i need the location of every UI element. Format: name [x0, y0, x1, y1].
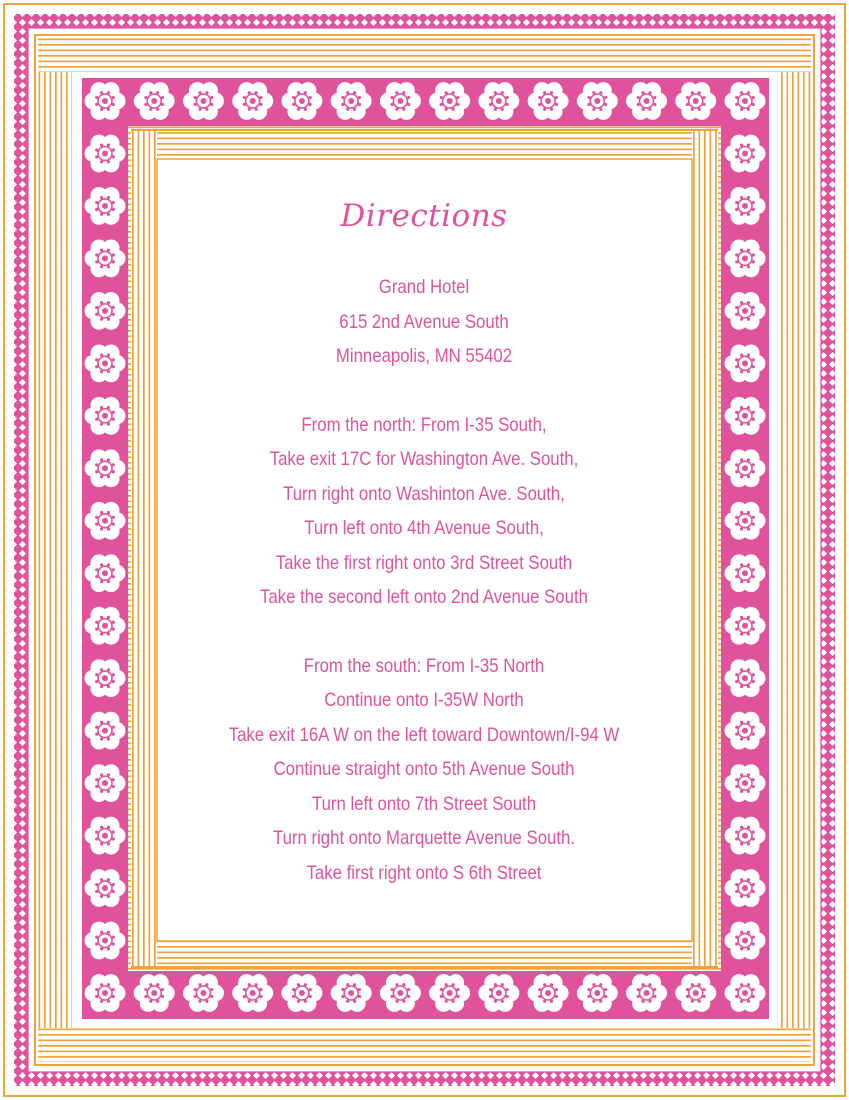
- address-line: Minneapolis, MN 55402: [335, 345, 513, 367]
- hotel-address: [158, 270, 690, 374]
- direction-step: Continue straight onto 5th Avenue South: [273, 758, 575, 780]
- direction-step: Turn left onto 7th Street South: [311, 792, 537, 815]
- direction-step: Continue onto I-35W North: [324, 689, 524, 711]
- direction-step: From the north: From I-35 South,: [301, 413, 547, 436]
- card-content: [158, 160, 690, 940]
- directions-from-north: [158, 408, 690, 615]
- direction-step: Turn left onto 4th Avenue South,: [304, 517, 544, 539]
- address-line: Grand Hotel: [378, 276, 470, 298]
- direction-step: Take exit 17C for Washington Ave. South,: [269, 448, 579, 470]
- direction-step: Take the second left onto 2nd Avenue South: [260, 586, 588, 608]
- address-line: 615 2nd Avenue South: [339, 310, 509, 333]
- direction-step: Turn right onto Washinton Ave. South,: [283, 482, 565, 505]
- directions-from-south: [158, 649, 690, 891]
- direction-step: Turn right onto Marquette Avenue South.: [272, 827, 576, 849]
- direction-step: Take first right onto S 6th Street: [306, 861, 542, 884]
- direction-step: Take exit 16A W on the left toward Downtown/I-94 W: [228, 723, 620, 746]
- directions-heading: Directions: [340, 198, 508, 234]
- direction-step: Take the first right onto 3rd Street South: [275, 551, 573, 574]
- direction-step: From the south: From I-35 North: [303, 654, 545, 677]
